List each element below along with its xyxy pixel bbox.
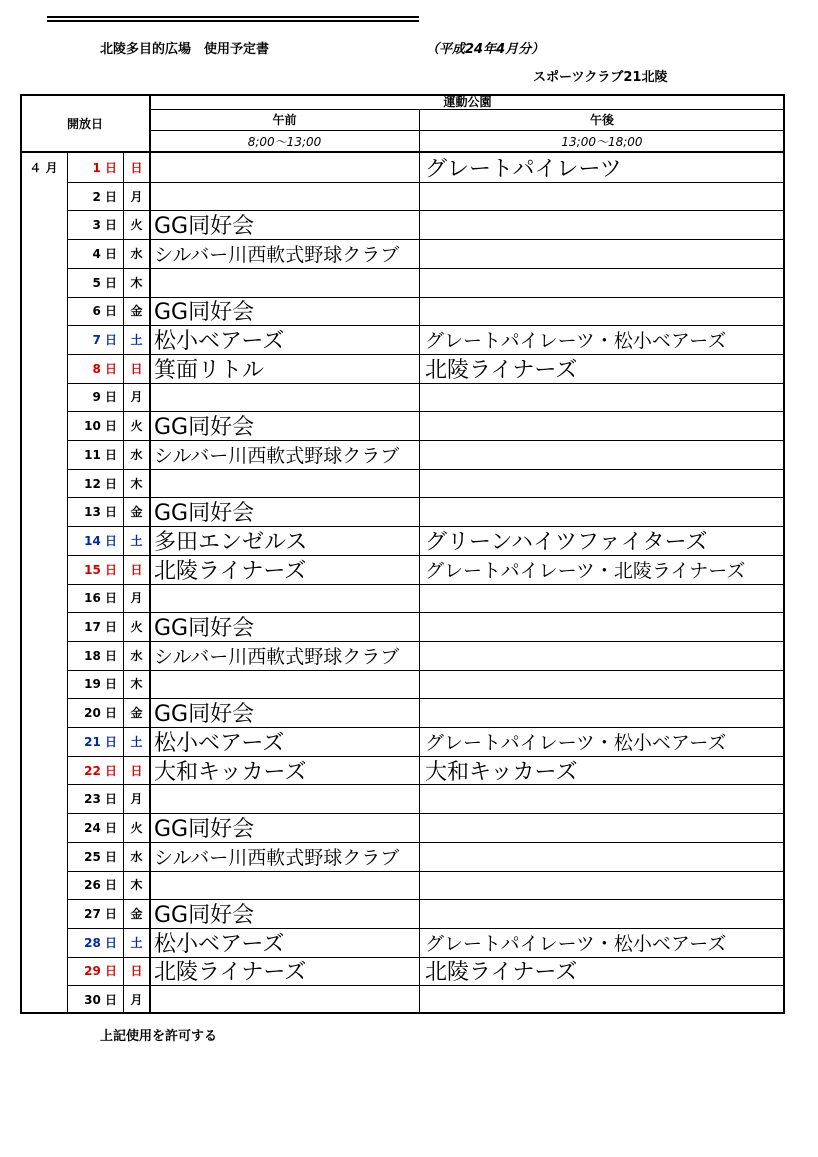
table-row [20,584,785,613]
row-divider [67,784,785,785]
am-booking: 北陵ライナーズ [154,960,307,986]
pm-booking [421,383,783,412]
table-row [20,871,785,900]
table-row [20,756,785,785]
day-of-week: 日 [130,964,143,979]
table-row [20,210,785,239]
day-number: 5 日 [92,275,117,290]
day-of-week: 水 [130,447,143,462]
day-of-week: 金 [130,706,143,721]
row-divider [67,526,785,527]
day-of-week: 金 [130,907,143,922]
table-row [20,899,785,928]
row-divider [67,641,785,642]
row-divider [67,469,785,470]
row-divider [67,354,785,355]
pm-booking [421,985,783,1014]
pm-booking [421,239,783,268]
table-row [20,842,785,871]
pm-booking: 大和キッカーズ [425,759,578,785]
am-booking: シルバー川西軟式野球クラブ [154,846,400,869]
day-number: 2 日 [92,189,117,204]
pm-booking [421,899,783,928]
table-row [20,239,785,268]
day-of-week: 水 [130,246,143,261]
day-of-week: 火 [130,218,143,233]
day-number: 1 日 [92,160,117,175]
row-divider [67,899,785,900]
day-number: 18 日 [84,648,117,663]
pm-booking [421,210,783,239]
day-number: 27 日 [84,907,117,922]
pm-booking: 北陵ライナーズ [425,357,578,383]
row-divider [67,555,785,556]
table-row [20,985,785,1014]
row-divider [67,756,785,757]
pm-booking [421,497,783,526]
table-row [20,354,785,383]
column-divider [123,153,124,1014]
day-of-week: 火 [130,419,143,434]
am-booking: 箕面リトル [154,357,265,383]
day-of-week: 火 [130,620,143,635]
am-booking [152,670,418,699]
day-of-week: 日 [130,160,143,175]
am-booking: シルバー川西軟式野球クラブ [154,645,400,668]
am-booking [152,871,418,900]
day-of-week: 木 [130,677,143,692]
am-booking [152,469,418,498]
am-booking: 大和キッカーズ [154,759,307,785]
table-row [20,469,785,498]
am-booking [152,784,418,813]
am-booking [152,268,418,297]
day-of-week: 土 [130,333,143,348]
am-booking: 松小ベアーズ [154,329,285,354]
day-of-week: 木 [130,476,143,491]
day-number: 21 日 [84,734,117,749]
day-number: 13 日 [84,505,117,520]
day-of-week: 火 [130,820,143,835]
pm-booking: グレートパイレーツ・松小ベアーズ [425,330,727,353]
row-divider [67,210,785,211]
am-booking: GG同好会 [154,903,255,928]
row-divider [67,842,785,843]
table-row [20,325,785,354]
row-divider [67,182,785,183]
pm-booking [421,813,783,842]
document-period: （平成24年4月分） [426,42,545,57]
table-row [20,411,785,440]
open-day-header: 開放日 [66,116,103,131]
day-number: 19 日 [84,677,117,692]
day-number: 17 日 [84,620,117,635]
pm-booking: グレートパイレーツ [425,156,622,182]
day-number: 10 日 [84,419,117,434]
row-divider [67,584,785,585]
am-booking: GG同好会 [154,415,255,440]
row-divider [67,239,785,240]
column-divider [149,94,151,1014]
row-divider [67,928,785,929]
row-divider [67,383,785,384]
am-booking [152,584,418,613]
row-divider [67,813,785,814]
day-number: 14 日 [84,533,117,548]
am-booking: GG同好会 [154,816,255,842]
venue-header: 運動公園 [443,95,492,109]
day-number: 7 日 [92,333,117,348]
day-of-week: 木 [130,878,143,893]
am-header: 午前 [272,113,297,127]
day-number: 12 日 [84,476,117,491]
day-of-week: 金 [130,505,143,520]
pm-booking [421,411,783,440]
table-row [20,497,785,526]
row-divider [67,957,785,958]
am-time-range: 8;00～13;00 [247,134,322,149]
day-of-week: 月 [130,792,143,807]
table-row [20,268,785,297]
day-number: 8 日 [92,361,117,376]
approval-note: 上記使用を許可する [100,1029,218,1044]
day-of-week: 月 [130,993,143,1008]
pm-booking: グリーンハイツファイターズ [425,529,708,555]
am-booking: 多田エンゼルス [154,529,308,555]
row-divider [67,698,785,699]
am-booking [152,383,418,412]
table-row [20,526,785,555]
day-of-week: 日 [130,361,143,376]
am-booking: シルバー川西軟式野球クラブ [154,243,400,266]
row-divider [67,497,785,498]
pm-booking [421,784,783,813]
am-booking: 松小ベアーズ [154,931,285,957]
day-number: 29 日 [84,964,117,979]
day-of-week: 月 [130,390,143,405]
day-number: 28 日 [84,935,117,950]
day-of-week: 水 [130,849,143,864]
am-booking: GG同好会 [154,300,255,326]
table-row [20,813,785,842]
table-row [20,612,785,641]
day-of-week: 水 [130,648,143,663]
day-rows [20,153,785,1014]
row-divider [67,727,785,728]
table-row [20,670,785,699]
pm-booking: グレートパイレーツ・北陵ライナーズ [425,559,746,582]
day-number: 15 日 [84,562,117,577]
day-of-week: 土 [130,935,143,950]
header-divider [150,130,785,131]
day-of-week: 金 [130,304,143,319]
table-row [20,727,785,756]
pm-booking [421,698,783,727]
day-number: 23 日 [84,792,117,807]
day-number: 6 日 [92,304,117,319]
day-number: 3 日 [92,218,117,233]
table-row [20,784,785,813]
day-of-week: 土 [130,533,143,548]
pm-booking [421,612,783,641]
pm-header: 午後 [589,113,614,127]
row-divider [67,268,785,269]
table-row [20,555,785,584]
row-divider [67,411,785,412]
am-booking: GG同好会 [154,501,255,527]
table-row [20,440,785,469]
column-divider [419,109,420,1014]
row-divider [67,871,785,872]
day-number: 4 日 [92,246,117,261]
table-row [20,641,785,670]
pm-booking [421,297,783,326]
am-booking: シルバー川西軟式野球クラブ [154,444,400,467]
document-title: 北陵多目的広場 使用予定書 [100,42,270,57]
row-divider [67,325,785,326]
row-divider [67,612,785,613]
day-number: 25 日 [84,849,117,864]
top-double-rule [47,16,419,22]
pm-booking [421,641,783,670]
row-divider [67,297,785,298]
row-divider [67,670,785,671]
day-of-week: 日 [130,763,143,778]
pm-booking [421,268,783,297]
day-number: 9 日 [92,390,117,405]
pm-booking: 北陵ライナーズ [425,960,578,986]
pm-booking [421,182,783,211]
schedule-table [20,94,785,1014]
am-booking: GG同好会 [154,702,255,727]
day-of-week: 月 [130,591,143,606]
table-row [20,698,785,727]
table-row [20,957,785,986]
day-number: 26 日 [84,878,117,893]
day-of-week: 月 [130,189,143,204]
table-row [20,182,785,211]
am-booking [152,153,418,182]
day-number: 20 日 [84,706,117,721]
table-row [20,383,785,412]
pm-booking: グレートパイレーツ・松小ベアーズ [425,731,727,754]
am-booking: 北陵ライナーズ [154,558,307,584]
row-divider [67,440,785,441]
pm-time-range: 13;00～18;00 [561,134,643,149]
header-divider [150,109,785,110]
row-divider [67,985,785,986]
pm-booking [421,469,783,498]
day-number: 24 日 [84,820,117,835]
am-booking [152,985,418,1014]
am-booking [152,182,418,211]
month-label: ４ 月 [29,160,58,175]
organization-name: スポーツクラブ21北陵 [533,70,668,85]
table-row [20,153,785,182]
column-divider [67,153,68,1014]
pm-booking [421,842,783,871]
pm-booking [421,871,783,900]
day-number: 16 日 [84,591,117,606]
day-number: 30 日 [84,993,117,1008]
day-of-week: 木 [130,275,143,290]
day-number: 11 日 [84,447,117,462]
table-row [20,297,785,326]
table-row [20,928,785,957]
day-of-week: 土 [130,734,143,749]
am-booking: GG同好会 [154,214,255,240]
am-booking: GG同好会 [154,616,255,641]
pm-booking [421,670,783,699]
day-of-week: 日 [130,562,143,577]
am-booking: 松小ベアーズ [154,730,285,756]
day-number: 22 日 [84,763,117,778]
pm-booking [421,440,783,469]
pm-booking [421,584,783,613]
pm-booking: グレートパイレーツ・松小ベアーズ [425,932,727,955]
